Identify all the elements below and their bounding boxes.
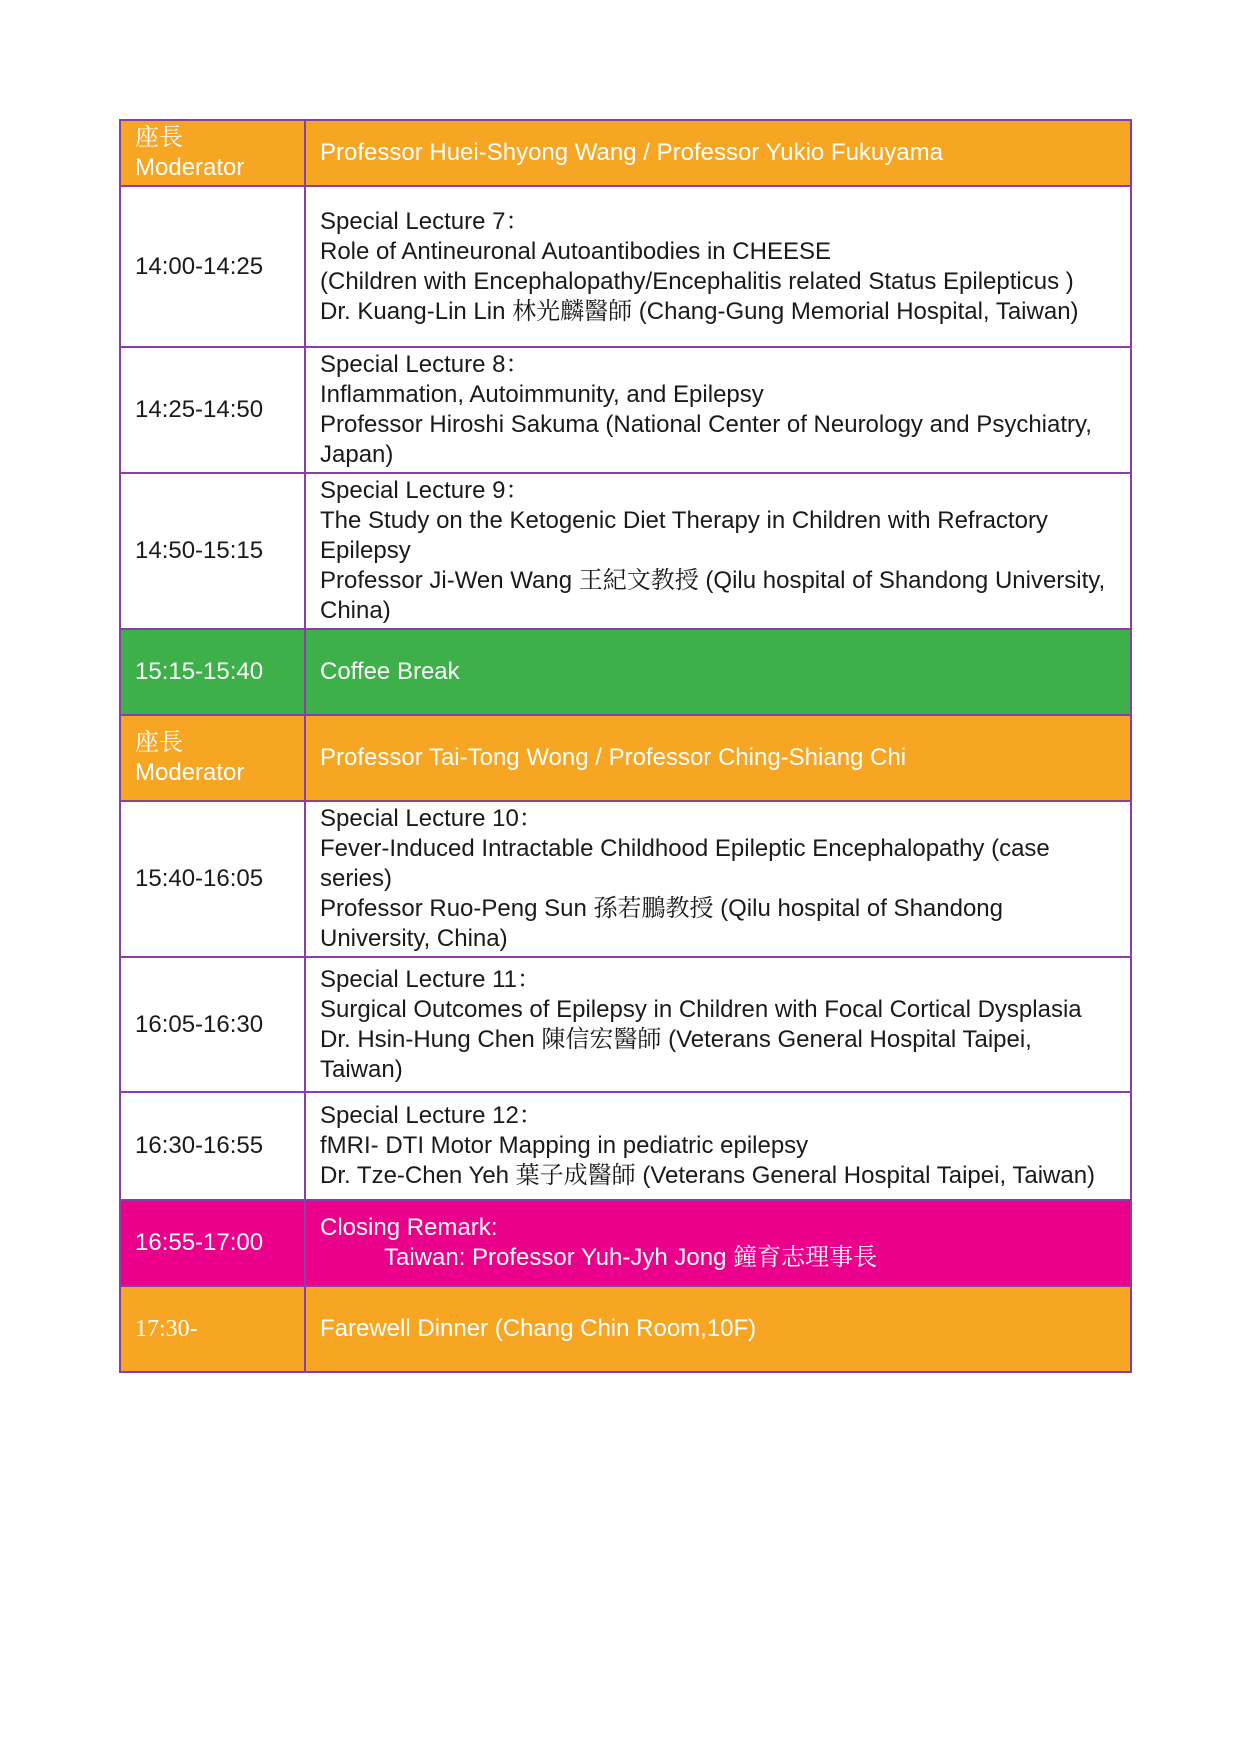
lecture-title: Special Lecture 11：	[320, 965, 542, 993]
schedule-row	[120, 473, 1131, 629]
time-cell: 17:30-	[120, 1286, 305, 1372]
coffee-break-row	[120, 629, 1131, 715]
schedule-row	[120, 186, 1131, 347]
schedule-row	[120, 801, 1131, 957]
farewell-dinner-label: Farewell Dinner (Chang Chin Room,10F)	[305, 1286, 1131, 1372]
closing-remark-row	[120, 1200, 1131, 1286]
moderator-row	[120, 120, 1131, 186]
lecture-speaker: Professor Ruo-Peng Sun 孫若鵬教授 (Qilu hospital of Shandong University, China)	[320, 895, 1004, 952]
lecture-topic: fMRI- DTI Motor Mapping in pediatric epilepsy	[320, 1132, 809, 1159]
farewell-dinner-row	[120, 1286, 1131, 1372]
session-cell	[305, 801, 1131, 957]
time-cell: 14:25-14:50	[120, 347, 305, 473]
lecture-title: Special Lecture 8：	[320, 351, 530, 378]
session-cell	[305, 347, 1131, 473]
moderator-names: Professor Huei-Shyong Wang / Professor Yukio Fukuyama	[305, 120, 1131, 186]
moderator-row	[120, 715, 1131, 801]
moderator-label-zh: 座長	[135, 124, 183, 151]
time-cell: 15:40-16:05	[120, 801, 305, 957]
moderator-label-en: Moderator	[135, 759, 245, 786]
lecture-topic: Fever-Induced Intractable Childhood Epileptic Encephalopathy (case series)	[320, 835, 1050, 892]
time-cell: 16:30-16:55	[120, 1092, 305, 1200]
lecture-title: Special Lecture 10：	[320, 805, 543, 832]
time-cell: 16:05-16:30	[120, 957, 305, 1092]
lecture-speaker: Dr. Kuang-Lin Lin 林光麟醫師 (Chang-Gung Memorial Hospital, Taiwan)	[320, 297, 1079, 325]
schedule-row	[120, 347, 1131, 473]
lecture-speaker: Dr. Hsin-Hung Chen 陳信宏醫師 (Veterans General Hospital Taipei, Taiwan)	[320, 1025, 1032, 1083]
lecture-title: Special Lecture 12：	[320, 1102, 543, 1129]
lecture-topic: Surgical Outcomes of Epilepsy in Children with Focal Cortical Dysplasia	[320, 995, 1082, 1023]
lecture-speaker: Professor Hiroshi Sakuma (National Center of Neurology and Psychiatry, Japan)	[320, 411, 1092, 468]
session-cell	[305, 473, 1131, 629]
time-cell: 14:00-14:25	[120, 186, 305, 347]
lecture-topic: The Study on the Ketogenic Diet Therapy in Children with Refractory Epilepsy	[320, 507, 1048, 564]
moderator-names: Professor Tai-Tong Wong / Professor Ching-Shiang Chi	[305, 715, 1131, 801]
schedule-table	[119, 119, 1132, 1373]
schedule-row	[120, 957, 1131, 1092]
session-cell	[305, 186, 1131, 347]
schedule-row	[120, 1092, 1131, 1200]
moderator-label-en: Moderator	[135, 154, 245, 181]
lecture-topic: Role of Antineuronal Autoantibodies in CHEESE	[320, 237, 831, 265]
closing-remark-speaker: Taiwan: Professor Yuh-Jyh Jong 鐘育志理事長	[384, 1244, 878, 1271]
lecture-topic: Inflammation, Autoimmunity, and Epilepsy	[320, 381, 764, 408]
moderator-label-cell	[120, 715, 305, 801]
lecture-title: Special Lecture 7：	[320, 207, 530, 235]
session-cell	[305, 957, 1131, 1092]
time-cell: 16:55-17:00	[120, 1200, 305, 1286]
break-label: Coffee Break	[305, 629, 1131, 715]
lecture-speaker: Dr. Tze-Chen Yeh 葉子成醫師 (Veterans General Hospital Taipei, Taiwan)	[320, 1162, 1096, 1189]
closing-remark-cell	[305, 1200, 1131, 1286]
moderator-label-zh: 座長	[135, 729, 183, 756]
lecture-topic-detail: (Children with Encephalopathy/Encephalitis related Status Epilepticus )	[320, 267, 1074, 295]
moderator-label-cell	[120, 120, 305, 186]
closing-remark-title: Closing Remark:	[320, 1214, 498, 1241]
lecture-speaker: Professor Ji-Wen Wang 王紀文教授 (Qilu hospital of Shandong University, China)	[320, 567, 1106, 624]
time-cell: 15:15-15:40	[120, 629, 305, 715]
session-cell	[305, 1092, 1131, 1200]
time-cell: 14:50-15:15	[120, 473, 305, 629]
lecture-title: Special Lecture 9：	[320, 477, 530, 504]
